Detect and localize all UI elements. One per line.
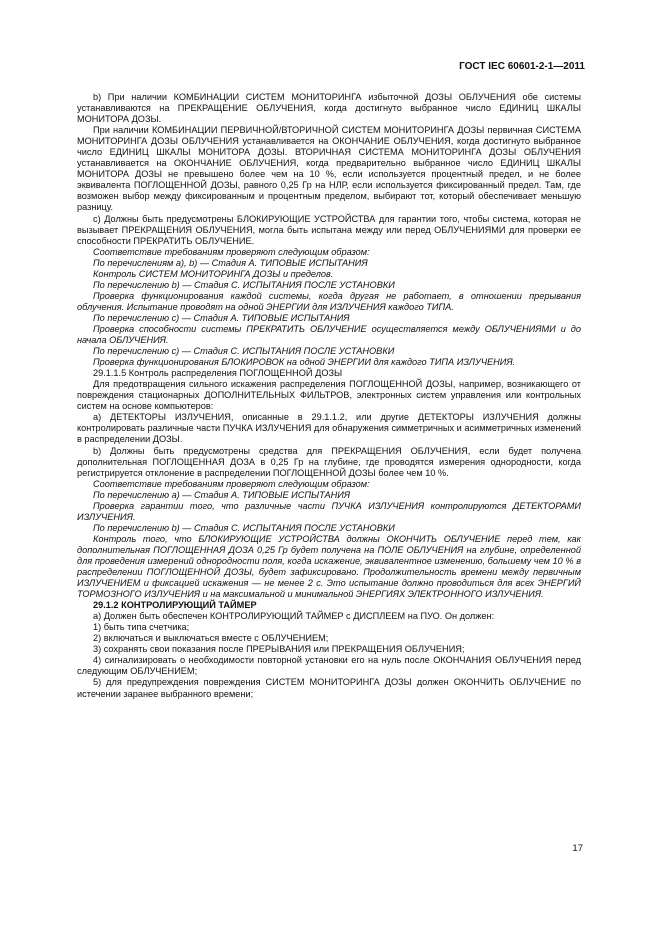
body-paragraph: Проверка способности системы ПРЕКРАТИТЬ ОБЛУЧЕНИЕ осуществляется между ОБЛУЧЕНИЯМИ и до начала ОБЛУЧЕНИЯ. xyxy=(77,323,581,346)
body-paragraph: 29.1.1.5 Контроль распределения ПОГЛОЩЕННОЙ ДОЗЫ xyxy=(93,368,343,379)
body-paragraph: Соответствие требованиям проверяют следующим образом: xyxy=(93,246,370,257)
body-paragraph: 3) сохранять свои показания после ПРЕРЫВАНИЯ или ПРЕКРАЩЕНИЯ ОБЛУЧЕНИЯ; xyxy=(93,644,465,655)
body-paragraph: По перечислению b) — Стадия С. ИСПЫТАНИЯ ПОСЛЕ УСТАНОВКИ xyxy=(93,522,395,533)
body-paragraph: c) Должны быть предусмотрены БЛОКИРУЮЩИЕ УСТРОЙСТВА для гарантии того, чтобы система, которая не вызывает ПРЕКРАЩЕНИЯ ОБЛУЧЕНИЯ, могла быть испытана между или перед ОБЛУЧЕНИЯМИ для проверки ее способности ПРЕКРАТИТЬ ОБЛУЧЕНИЕ. xyxy=(77,213,581,246)
body-paragraph: Соответствие требованиям проверяют следующим образом: xyxy=(93,478,370,489)
body-paragraph: а) ДЕТЕКТОРЫ ИЗЛУЧЕНИЯ, описанные в 29.1.1.2, или другие ДЕТЕКТОРЫ ИЗЛУЧЕНИЯ должны контролировать различные части ПУЧКА ИЗЛУЧЕНИЯ для обнаружения симметричных и асимметричных изменений в распределении ДОЗЫ. xyxy=(77,412,581,445)
body-paragraph: Проверка функционирования каждой системы, когда другая не работает, в отношении прерывания облучения. Испытание проводят на одной ЭНЕРГИИ для ИЗЛУЧЕНИЯ каждого ТИПА. xyxy=(77,290,581,312)
body-paragraph: Контроль того, что БЛОКИРУЮЩИЕ УСТРОЙСТВА должны ОКОНЧИТЬ ОБЛУЧЕНИЕ перед тем, как дополнительная ПОГЛОЩЕННАЯ ДОЗА 0,25 Гр будет получена на ПОЛЕ ОБЛУЧЕНИЯ на глубине, определенной для проведения измерений однородности поля, когда искажение, эквивалентное изменению, большему чем 10 % в распределении ПОГЛОЩЕННОЙ ДОЗЫ, будет зафиксировано. Продолжительность времени между первичным ИЗЛУЧЕНИЕМ и фиксацией искажения — не менее 2 с. Это испытание должно проводиться для всех ЭНЕРГИЙ ТОРМОЗНОГО ИЗЛУЧЕНИЯ и на максимальной и минимальной ЭНЕРГИЯХ ЭЛЕКТРОННОГО ИЗЛУЧЕНИЯ. xyxy=(77,533,581,600)
section-heading: 29.1.2 КОНТРОЛИРУЮЩИЙ ТАЙМЕР xyxy=(93,600,257,611)
body-paragraph: b) При наличии КОМБИНАЦИИ СИСТЕМ МОНИТОРИНГА избыточной ДОЗЫ ОБЛУЧЕНИЯ обе системы устанавливаются на ПРЕКРАЩЕНИЕ ОБЛУЧЕНИЯ, когда достигнуто выбранное число ЕДИНИЦ ШКАЛЫ МОНИТОРА ДОЗЫ. xyxy=(77,92,581,125)
body-paragraph: По перечислению с) — Стадия С. ИСПЫТАНИЯ ПОСЛЕ УСТАНОВКИ xyxy=(93,346,395,357)
body-paragraph: Проверка функционирования БЛОКИРОВОК на одной ЭНЕРГИИ для каждого ТИПА ИЗЛУЧЕНИЯ. xyxy=(93,357,516,368)
body-paragraph: 1) быть типа счетчика; xyxy=(93,622,190,633)
body-paragraph: а) Должен быть обеспечен КОНТРОЛИРУЮЩИЙ ТАЙМЕР с ДИСПЛЕЕМ на ПУО. Он должен: xyxy=(93,611,495,622)
body-paragraph: 2) включаться и выключаться вместе с ОБЛУЧЕНИЕМ; xyxy=(93,633,329,644)
page-number: 17 xyxy=(572,843,583,854)
body-paragraph: По перечислению с) — Стадия А. ТИПОВЫЕ ИСПЫТАНИЯ xyxy=(93,312,350,323)
document-body xyxy=(77,92,581,700)
body-paragraph: При наличии КОМБИНАЦИИ ПЕРВИЧНОЙ/ВТОРИЧНОЙ СИСТЕМ МОНИТОРИНГА ДОЗЫ первичная СИСТЕМА МОНИТОРИНГА ДОЗЫ ОБЛУЧЕНИЯ устанавливается на ОКОНЧАНИЕ ОБЛУЧЕНИЯ, когда достигнуто выбранное число ЕДИНИЦ ШКАЛЫ МОНИТОРА ДОЗЫ. ВТОРИЧНАЯ СИСТЕМА МОНИТОРИНГА ДОЗЫ ОБЛУЧЕНИЯ устанавливается на ОКОНЧАНИЕ ОБЛУЧЕНИЯ, когда предварительно выбранное число ЕДИНИЦ ШКАЛЫ МОНИТОРА ДОЗЫ не превышено более чем на 10 %, если используется процентный предел, и не более эквивалента ПОГЛОЩЕННОЙ ДОЗЫ, равного 0,25 Гр на НЛР, если используется фиксированный предел. Там, где возможен выбор между фиксированным и процентным пределом, выбирают тот, который обеспечивает меньшую разницу. xyxy=(77,125,581,213)
body-paragraph: По перечислению а) — Стадия А. ТИПОВЫЕ ИСПЫТАНИЯ xyxy=(93,489,351,500)
body-paragraph: b) Должны быть предусмотрены средства для ПРЕКРАЩЕНИЯ ОБЛУЧЕНИЯ, если будет получена дополнительная ПОГЛОЩЕННАЯ ДОЗА в 0,25 Гр на глубине, где проводятся измерения однородности, когда регистрируется отклонение в распределении ПОГЛОЩЕННОЙ ДОЗЫ более чем 10 %. xyxy=(77,445,581,478)
body-paragraph: 5) для предупреждения повреждения СИСТЕМ МОНИТОРИНГА ДОЗЫ должен ОКОНЧИТЬ ОБЛУЧЕНИЕ по истечении заранее выбранного времени; xyxy=(77,677,581,699)
document-standard-header: ГОСТ IEC 60601-2-1—2011 xyxy=(459,61,585,72)
body-paragraph: 4) сигнализировать о необходимости повторной установки его на нуль после ОКОНЧАНИЯ ОБЛУЧЕНИЯ перед следующим ОБЛУЧЕНИЕМ; xyxy=(77,655,581,677)
body-paragraph: Проверка гарантии того, что различные части ПУЧКА ИЗЛУЧЕНИЯ контролируются ДЕТЕКТОРАМИ ИЗЛУЧЕНИЯ. xyxy=(77,500,581,522)
body-paragraph: По перечислению b) — Стадия С. ИСПЫТАНИЯ ПОСЛЕ УСТАНОВКИ xyxy=(93,279,395,290)
body-paragraph: Для предотвращения сильного искажения распределения ПОГЛОЩЕННОЙ ДОЗЫ, например, возникающего от повреждения стационарных ДОПОЛНИТЕЛЬНЫХ ФИЛЬТРОВ, электронных систем управления или контрольных систем на основе компьютеров: xyxy=(77,379,581,412)
body-paragraph: Контроль СИСТЕМ МОНИТОРИНГА ДОЗЫ и пределов. xyxy=(93,268,334,279)
body-paragraph: По перечислениям а), b) — Стадия А. ТИПОВЫЕ ИСПЫТАНИЯ xyxy=(93,257,368,268)
